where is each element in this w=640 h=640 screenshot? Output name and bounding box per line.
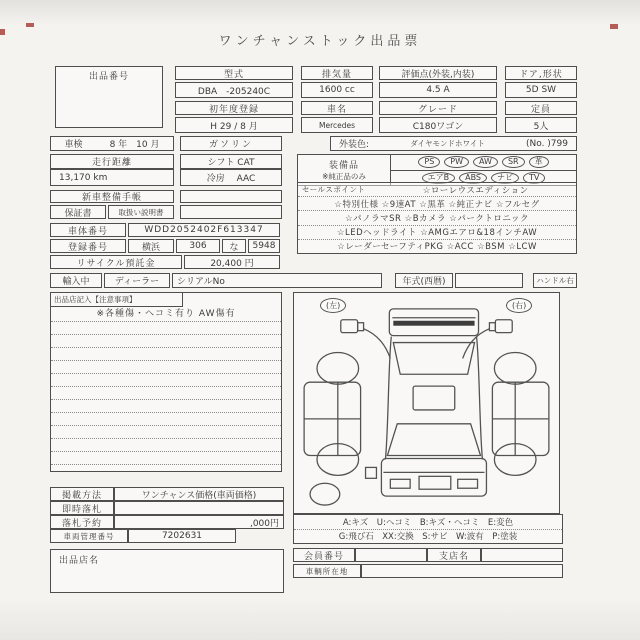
sales-point-header (298, 183, 576, 197)
sales-point-line: ☆LEDヘッドライト ☆AMGエアロ&18インチAW (298, 226, 576, 240)
diagram-right-label: (右) (506, 298, 532, 313)
equip-airbag: エアB (422, 172, 456, 184)
branch-label: 支店名 (427, 548, 481, 562)
sales-point-box (297, 182, 577, 254)
displacement-label: 排気量 (301, 66, 373, 80)
seller-notes-box (50, 292, 282, 472)
equip-leather: 革 (529, 156, 549, 168)
notes-blank-line (51, 335, 281, 348)
notes-blank-line (51, 361, 281, 374)
vin-value: WDD2052402F613347 (128, 223, 280, 237)
scan-mark (610, 24, 618, 29)
sales-point-title: ☆ローレウスエディション (422, 185, 529, 196)
equip-sr: SR (502, 156, 525, 168)
legend-line-1: A:キズ U:ヘコミ B:キズ・ヘコミ E:変色 (294, 515, 562, 530)
sales-point-line: ☆レーダーセーフティPKG ☆ACC ☆BSM ☆LCW (337, 242, 537, 253)
recycle-value: 20,400 円 (184, 255, 280, 269)
notes-blank-line (51, 374, 281, 387)
first-reg-label: 初年度登録 (175, 101, 293, 115)
shaken-label: 車検 (64, 140, 83, 150)
sheet-title: ワンチャンストック出品票 (218, 34, 422, 49)
equip-navi: ナビ (491, 172, 519, 184)
notes-blank-line (51, 348, 281, 361)
instant-bid-value (114, 501, 284, 515)
manual-box: 取扱い説明書 (108, 205, 174, 219)
reg-number: 5948 (248, 239, 280, 253)
notes-blank-line (51, 413, 281, 426)
dealer-box: ディーラー (104, 273, 170, 288)
mileage-value: 13,170 km (50, 169, 174, 186)
car-diagram-box (293, 292, 560, 514)
empty-box-1 (180, 190, 282, 203)
location-label: 車輌所在地 (293, 564, 361, 578)
import-box: 輸入中 (50, 273, 102, 288)
legend-line-2: G:飛び石 XX:交換 S:サビ W:波有 P:塗装 (338, 532, 518, 543)
mgmt-no-label: 車両管理番号 (50, 529, 128, 543)
car-damage-diagram (294, 293, 559, 513)
member-no-value (355, 548, 427, 562)
equipment-note: ※純正品のみ (322, 172, 366, 181)
fuel-box: ガソリン (180, 136, 282, 151)
reserve-bid-value: ,000円 (114, 515, 284, 529)
year-value (455, 273, 523, 288)
method-value: ワンチャンス価格(車両価格) (114, 487, 284, 501)
exterior-color-label: 外装色: (339, 140, 370, 150)
method-label: 掲載方法 (50, 487, 114, 501)
shaken-box (50, 136, 174, 151)
mgmt-no-value: 7202631 (128, 529, 236, 543)
mileage-label: 走行距離 (50, 154, 174, 169)
equip-aw: AW (473, 156, 498, 168)
seller-name-box (50, 549, 284, 593)
notes-blank-line (51, 322, 281, 335)
vin-label: 車体番号 (50, 223, 126, 237)
sales-point-label: セールスポイント (302, 185, 366, 195)
equip-abs: ABS (459, 172, 487, 184)
reg-class: 306 (176, 239, 220, 253)
capacity-label: 定員 (505, 101, 577, 115)
handle-box: ハンドル右 (533, 273, 577, 288)
equipment-label: 装備品 (328, 161, 359, 171)
sales-point-line: ☆特別仕様 ☆9速AT ☆黒革 ☆純正ナビ ☆フルセグ (298, 197, 576, 211)
warranty-box: 保証書 (50, 205, 106, 219)
notes-blank-line (51, 452, 281, 465)
shaken-value: 8 年 10 月 (109, 140, 160, 150)
reg-kana: な (222, 239, 246, 253)
scan-mark (26, 23, 34, 27)
location-value (361, 564, 563, 578)
reg-label: 登録番号 (50, 239, 126, 253)
exterior-color-value: ダイヤモンドホワイト (410, 139, 485, 148)
seller-notes-line1: ※各種傷・ヘコミ有り AW傷有 (51, 307, 281, 322)
grade-point-value: 4.5 A (379, 82, 497, 98)
first-reg-value: H 29 / 8 月 (175, 117, 293, 133)
door-shape-value: 5D SW (505, 82, 577, 98)
car-name-label: 車名 (301, 101, 373, 115)
door-shape-label: ドア,形状 (505, 66, 577, 80)
sales-point-line: ☆パノラマSR ☆Bカメラ ☆パークトロニック (298, 211, 576, 225)
seller-notes-header: 出品店記入【注意事項】 (54, 295, 137, 304)
notes-blank-line (51, 426, 281, 439)
capacity-value: 5人 (505, 117, 577, 133)
member-no-label: 会員番号 (293, 548, 355, 562)
auction-no-label: 出品番号 (88, 72, 129, 82)
notes-blank-line (51, 400, 281, 413)
notes-blank-line (51, 439, 281, 452)
car-name-value: Mercedes (301, 117, 373, 133)
reg-office: 横浜 (128, 239, 174, 253)
damage-legend-box (293, 514, 563, 544)
model-code-value: DBA -205240C (175, 82, 293, 98)
serial-box: シリアルNo (172, 273, 382, 288)
grade-value: C180ワゴン (379, 117, 497, 133)
exterior-color-no: (No. )799 (525, 138, 568, 149)
displacement-value: 1600 cc (301, 82, 373, 98)
year-label: 年式(西暦) (395, 273, 453, 288)
instant-bid-label: 即時落札 (50, 501, 114, 515)
notes-blank-line (51, 387, 281, 400)
model-code-label: 型式 (175, 66, 293, 80)
empty-box-2 (180, 205, 282, 219)
auction-no-box (55, 66, 163, 128)
equip-tv: TV (523, 172, 545, 184)
aircon-box: 冷房 AAC (180, 169, 282, 186)
reserve-bid-label: 落札予約 (50, 515, 114, 529)
branch-value (481, 548, 563, 562)
equip-ps: PS (418, 156, 440, 168)
exterior-color-box (330, 136, 577, 151)
equip-pw: PW (444, 156, 469, 168)
diagram-left-label: (左) (320, 298, 346, 313)
recycle-label: リサイクル預託金 (50, 255, 182, 269)
service-book-box: 新車整備手帳 (50, 190, 174, 203)
seller-name-label: 出品店名 (59, 556, 100, 566)
shift-box: シフト CAT (180, 154, 282, 169)
grade-point-label: 評価点(外装,内装) (379, 66, 497, 80)
grade-label: グレード (379, 101, 497, 115)
equipment-row-1 (391, 155, 576, 171)
